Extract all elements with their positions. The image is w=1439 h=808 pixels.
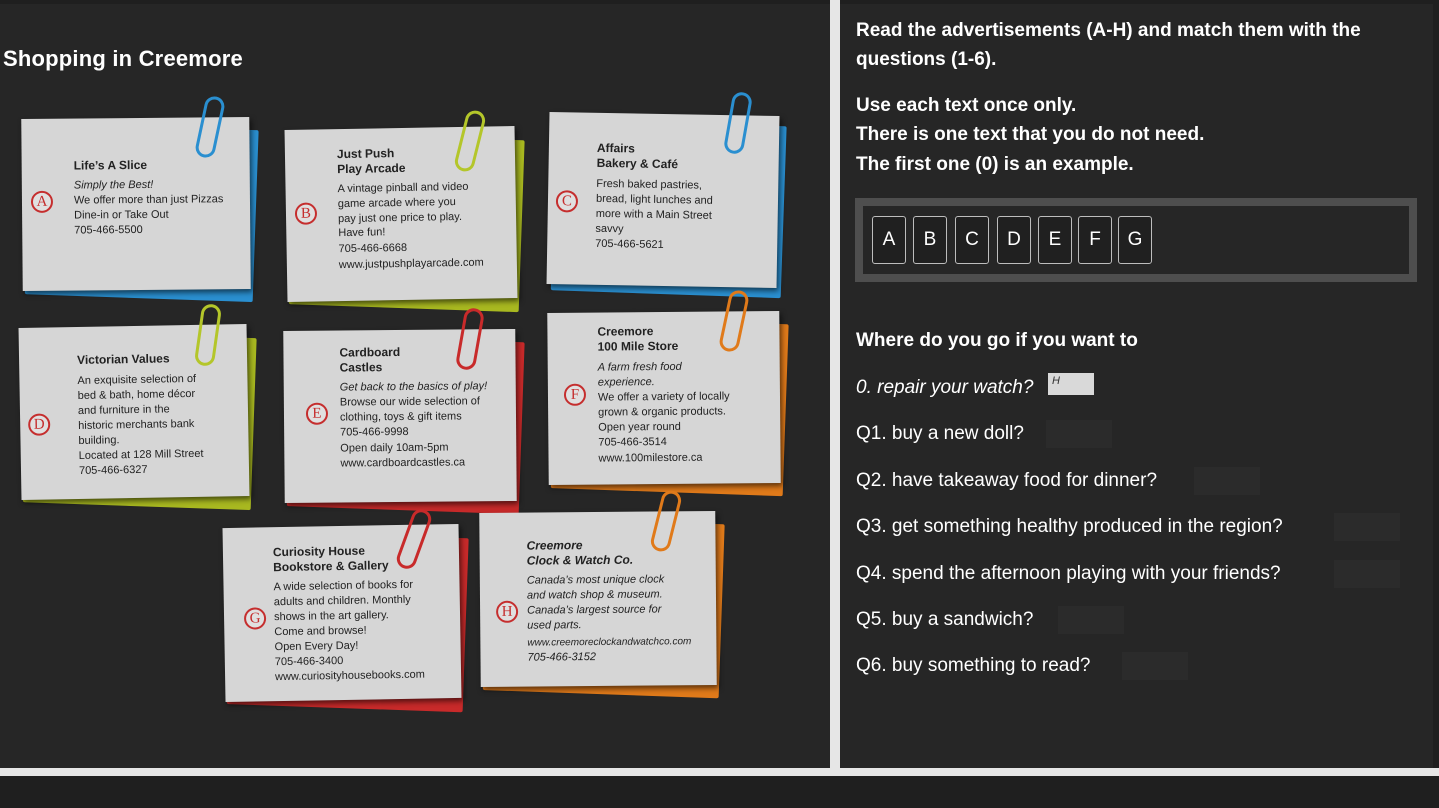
- ad-line: and watch shop & museum.: [526, 588, 663, 602]
- ad-line: Canada’s most unique clock: [526, 573, 665, 587]
- ad-line: Get back to the basics of play!: [339, 380, 488, 394]
- ad-title: Life’s A Slice: [73, 157, 148, 173]
- answer-slot-1[interactable]: [1046, 420, 1112, 448]
- ad-title: Just Push Play Arcade: [336, 146, 406, 177]
- ad-title: Curiosity House Bookstore & Gallery: [272, 543, 389, 575]
- ad-line: clothing, toys & gift items: [339, 410, 462, 424]
- ad-title: Cardboard Castles: [339, 344, 401, 375]
- ad-line: We offer a variety of locally: [597, 390, 730, 404]
- answer-slot-3[interactable]: [1334, 513, 1400, 541]
- answer-slot-4[interactable]: [1334, 560, 1400, 588]
- ad-letter-f: F: [564, 384, 586, 406]
- ad-line: shows in the art gallery.: [273, 609, 389, 624]
- ad-title: Affairs Bakery & Café: [596, 140, 679, 172]
- bottom-divider: [0, 768, 1439, 776]
- ad-line: pay just one price to play.: [337, 210, 463, 226]
- ad-line: Simply the Best!: [73, 178, 154, 192]
- instruction-line: questions (1-6).: [856, 49, 997, 70]
- ad-line: Fresh baked pastries,: [596, 177, 703, 192]
- ad-title: Victorian Values: [76, 351, 170, 367]
- ad-line: www.creemoreclockandwatchco.com: [527, 636, 692, 649]
- instruction-line: Use each text once only.: [856, 95, 1077, 116]
- ad-line: building.: [78, 434, 120, 447]
- ad-line: A vintage pinball and video: [337, 180, 469, 196]
- instruction-line: Read the advertisements (A-H) and match them with the: [856, 20, 1361, 41]
- ad-line: Come and browse!: [274, 624, 367, 639]
- ad-letter-d: D: [28, 413, 50, 435]
- option-g[interactable]: G: [1118, 216, 1152, 264]
- answer-slot-5[interactable]: [1058, 606, 1124, 634]
- ad-line: adults and children. Monthly: [273, 593, 411, 609]
- question-2: Q2. have takeaway food for dinner?: [856, 470, 1158, 491]
- example-question: 0. repair your watch?: [856, 377, 1034, 398]
- ad-line: Open year round: [598, 420, 681, 434]
- ad-line: grown & organic products.: [598, 405, 726, 419]
- ad-letter-g: G: [244, 607, 266, 629]
- ad-line: www.100milestore.ca: [598, 451, 703, 465]
- ad-line: used parts.: [527, 619, 582, 632]
- question-4: Q4. spend the afternoon playing with your friends?: [856, 563, 1281, 584]
- answer-slot-6[interactable]: [1122, 652, 1188, 680]
- panel-divider: [830, 0, 840, 776]
- ad-b: [286, 128, 516, 300]
- question-3: Q3. get something healthy produced in the region?: [856, 516, 1283, 537]
- ad-line: Located at 128 Mill Street: [78, 447, 204, 462]
- ad-line: www.cardboardcastles.ca: [340, 456, 466, 470]
- question-6: Q6. buy something to read?: [856, 655, 1091, 676]
- ad-f: [548, 312, 780, 484]
- ad-line: savvy: [595, 222, 624, 236]
- ad-line: 705-466-5621: [595, 237, 664, 252]
- ad-line: Browse our wide selection of: [339, 395, 480, 409]
- option-c[interactable]: C: [955, 216, 989, 264]
- ad-line: A wide selection of books for: [273, 578, 414, 594]
- ad-line: Have fun!: [338, 226, 386, 240]
- ad-line: 705-466-6668: [338, 241, 408, 256]
- ad-letter-c: C: [556, 190, 578, 212]
- ad-line: An exquisite selection of: [77, 372, 197, 387]
- ad-e: [284, 330, 516, 502]
- ad-line: Dine-in or Take Out: [74, 208, 169, 222]
- question-heading: Where do you go if you want to: [856, 330, 1138, 351]
- instruction-line: The first one (0) is an example.: [856, 154, 1134, 175]
- page-title: Shopping in Creemore: [3, 46, 243, 71]
- ad-line: more with a Main Street: [595, 207, 712, 222]
- ad-line: Canada’s largest source for: [527, 603, 662, 617]
- answer-slot-2[interactable]: [1194, 467, 1260, 495]
- ad-line: We offer more than just Pizzas: [73, 193, 224, 207]
- ad-line: 705-466-3400: [274, 654, 344, 669]
- ad-line: Open Every Day!: [274, 639, 359, 654]
- ad-letter-h: H: [496, 601, 518, 623]
- ad-line: Open daily 10am-5pm: [340, 441, 449, 455]
- ad-line: 705-466-3514: [598, 435, 667, 449]
- ad-line: 705-466-9998: [340, 425, 409, 439]
- option-b[interactable]: B: [913, 216, 947, 264]
- question-5: Q5. buy a sandwich?: [856, 609, 1034, 630]
- question-1: Q1. buy a new doll?: [856, 423, 1024, 444]
- ad-letter-a: A: [31, 191, 53, 213]
- option-e[interactable]: E: [1038, 216, 1072, 264]
- ad-line: experience.: [597, 376, 655, 389]
- ad-line: bed & bath, home décor: [77, 387, 196, 402]
- option-d[interactable]: D: [997, 216, 1031, 264]
- ad-line: game arcade where you: [337, 196, 456, 211]
- option-f[interactable]: F: [1078, 216, 1112, 264]
- ad-title: Creemore Clock & Watch Co.: [526, 538, 634, 568]
- ad-line: A farm fresh food: [597, 360, 682, 374]
- ad-line: 705-466-3152: [527, 651, 597, 664]
- ad-line: 705-466-5500: [74, 223, 143, 237]
- ad-line: bread, light lunches and: [595, 192, 713, 207]
- ad-a: [22, 118, 250, 290]
- bottom-bar: [0, 776, 1439, 808]
- ad-h: [480, 512, 716, 686]
- option-a[interactable]: A: [872, 216, 906, 264]
- instruction-line: There is one text that you do not need.: [856, 124, 1205, 145]
- ad-c: [548, 114, 778, 286]
- ad-line: and furniture in the: [77, 403, 170, 417]
- ad-line: 705-466-6327: [78, 463, 148, 477]
- ad-line: www.curiosityhousebooks.com: [275, 668, 425, 684]
- ad-d: [20, 326, 248, 498]
- ad-line: historic merchants bank: [78, 417, 195, 432]
- ad-line: www.justpushplayarcade.com: [338, 256, 484, 272]
- ad-title: Creemore 100 Mile Store: [597, 324, 679, 354]
- ad-g: [224, 526, 460, 700]
- ad-letter-b: B: [295, 202, 317, 224]
- example-answer-slot: H: [1048, 373, 1094, 395]
- ad-letter-e: E: [306, 403, 328, 425]
